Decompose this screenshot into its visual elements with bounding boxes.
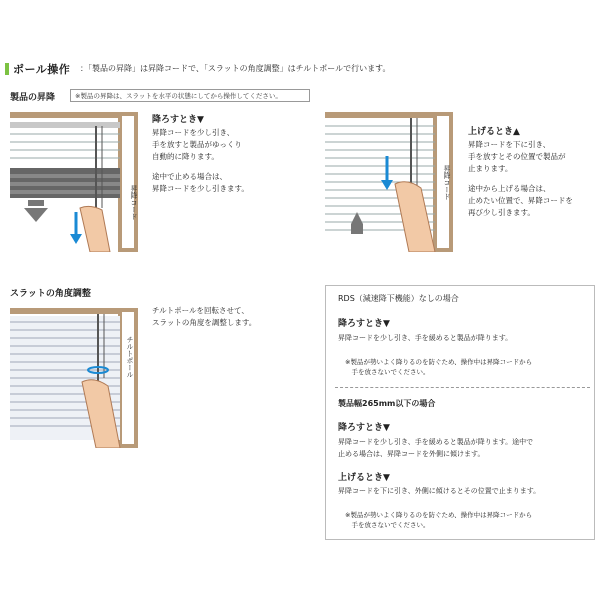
width-title: 製品幅265mm以下の場合 [338,399,436,408]
tilt-pole-label: チルトポール [126,336,134,378]
tilt-section-title: スラットの角度調整 [10,289,91,299]
page-description: ：「製品の昇降」は昇降コードで、「スラットの角度調整」はチルトポールで行います。 [80,64,391,73]
rds-lower-title: 降ろすとき▼ [338,319,390,329]
page-title: ポール操作 [13,63,71,76]
section-marker [5,63,9,75]
raise-text: 昇降コードを下に引き、 手を放すとその位置で製品が 止まります。 途中から上げる場合は、 止めたい位置で、昇降コードを 再び少し引きます。 [468,140,573,217]
lower-illustration [10,112,138,252]
lower-title: 降ろすとき▼ [152,115,204,125]
rds-lower-note: ※製品が勢いよく降りるのを防ぐため、操作中は昇降コードから 手を放さないでください。 [345,358,533,376]
tilt-text: チルトポールを回転させて、 スラットの角度を調整します。 [152,306,257,327]
rds-title: RDS（減速降下機能）なしの場合 [338,294,459,303]
raise-title: 上げるとき▲ [468,127,520,137]
width-note: ※製品が勢いよく降りるのを防ぐため、操作中は昇降コードから 手を放さないでください。 [345,511,533,529]
width-lower-text: 昇降コードを少し引き、手を緩めると製品が降ります。途中で 止める場合は、昇降コードを外側に傾けます。 [338,438,534,458]
lower-cord-label: 昇降コード [130,185,138,220]
rds-divider [335,387,590,388]
width-raise-title: 上げるとき▼ [338,473,390,483]
rds-lower-text: 昇降コードを少し引き、手を緩めると製品が降ります。 [338,334,513,342]
lift-note: ※製品の昇降は、スラットを水平の状態にしてから操作してください。 [70,89,310,102]
width-lower-title: 降ろすとき▼ [338,423,390,433]
width-raise-text: 昇降コードを下に引き、外側に傾けるとその位置で止まります。 [338,487,541,495]
raise-cord-label: 昇降コード [443,165,451,200]
lift-section-title: 製品の昇降 [10,93,56,103]
tilt-illustration [10,308,138,448]
raise-illustration [325,112,453,252]
lower-text: 昇降コードを少し引き、 手を放すと製品がゆっくり 自動的に降ります。 途中で止める場合は、 昇降コードを少し引きます。 [152,128,249,193]
